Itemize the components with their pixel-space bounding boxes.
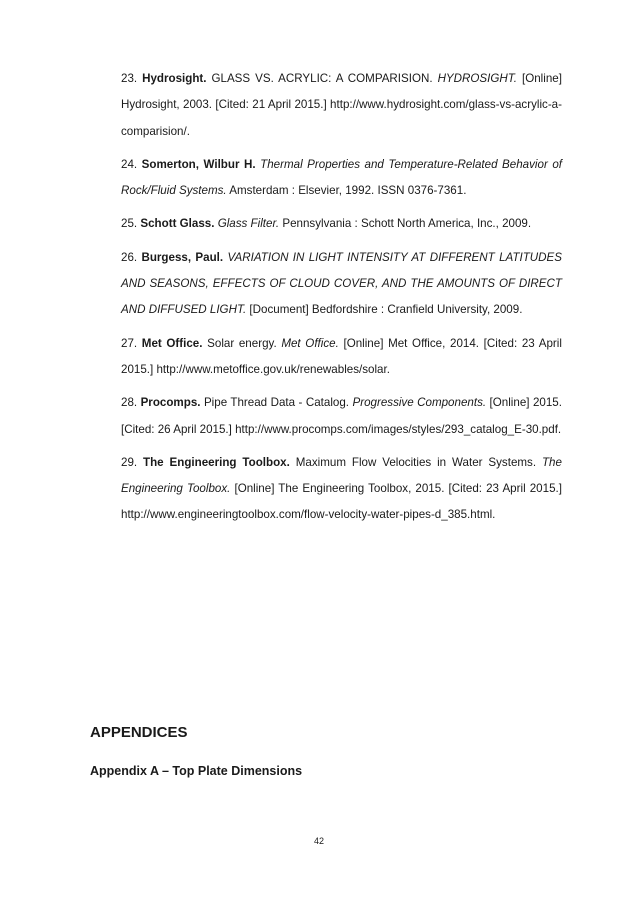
reference-author: Burgess, Paul. bbox=[141, 250, 224, 264]
page-number: 42 bbox=[313, 836, 324, 846]
reference-source: VARIATION IN LIGHT INTENSITY AT DIFFERENT LATITUDES AND SEASONS, EFFECTS OF CLOUD COVER, AND THE AMOUNTS OF DIRECT AND DIFFUSED LIGHT. bbox=[121, 250, 562, 317]
reference-details: [Online] Met Office, 2014. [Cited: 23 April 2015.] http://www.metoffice.gov.uk/renewables/solar. bbox=[121, 336, 562, 376]
reference-number: 29. bbox=[121, 455, 138, 469]
reference-entry bbox=[121, 152, 562, 205]
reference-source: Glass Filter. bbox=[217, 217, 280, 231]
subsection-heading: Appendix A – Top Plate Dimensions bbox=[90, 764, 303, 778]
section-heading: APPENDICES bbox=[90, 724, 188, 741]
reference-details: [Online] 2015. [Cited: 26 April 2015.] http://www.procomps.com/images/styles/293_catalog_E-30.pdf. bbox=[121, 396, 562, 436]
reference-title: Pipe Thread Data - Catalog. bbox=[203, 396, 350, 410]
reference-author: The Engineering Toolbox. bbox=[143, 455, 290, 469]
reference-author: Schott Glass. bbox=[140, 217, 215, 231]
reference-author: Hydrosight. bbox=[142, 72, 207, 85]
reference-number: 26. bbox=[121, 250, 138, 264]
reference-title: GLASS VS. ACRYLIC: A COMPARISION. bbox=[211, 72, 433, 85]
reference-entry bbox=[121, 450, 562, 529]
reference-list bbox=[121, 66, 562, 536]
reference-source: Thermal Properties and Temperature-Related Behavior of Rock/Fluid Systems. bbox=[121, 157, 562, 198]
reference-source: Progressive Components. bbox=[352, 396, 487, 410]
reference-number: 28. bbox=[121, 396, 138, 410]
reference-number: 24. bbox=[121, 157, 138, 171]
reference-details: [Document] Bedfordshire : Cranfield University, 2009. bbox=[249, 303, 523, 317]
reference-entry bbox=[121, 390, 562, 443]
reference-source: Met Office. bbox=[281, 336, 339, 350]
reference-number: 27. bbox=[121, 336, 138, 350]
reference-entry bbox=[121, 331, 562, 384]
reference-details: [Online] The Engineering Toolbox, 2015. [Cited: 23 April 2015.] http://www.engineeringtoolbox.com/flow-velocity-water-pipes-d_385.html. bbox=[121, 482, 562, 522]
reference-author: Met Office. bbox=[141, 336, 203, 350]
reference-author: Somerton, Wilbur H. bbox=[141, 157, 256, 171]
reference-details: Pennsylvania : Schott North America, Inc., 2009. bbox=[282, 217, 532, 231]
reference-number: 25. bbox=[121, 217, 138, 231]
reference-details: Amsterdam : Elsevier, 1992. ISSN 0376-7361. bbox=[229, 184, 467, 198]
reference-title: Solar energy. bbox=[207, 336, 277, 350]
reference-entry bbox=[121, 245, 562, 324]
reference-entry bbox=[121, 211, 562, 237]
reference-details: [Online] Hydrosight, 2003. [Cited: 21 April 2015.] http://www.hydrosight.com/glass-vs-acrylic-a-comparision/. bbox=[121, 72, 562, 138]
reference-author: Procomps. bbox=[140, 396, 201, 410]
reference-number: 23. bbox=[121, 72, 138, 85]
reference-source: The Engineering Toolbox. bbox=[121, 455, 562, 496]
reference-title: Maximum Flow Velocities in Water Systems. bbox=[295, 455, 537, 469]
reference-entry bbox=[121, 66, 562, 145]
reference-source: HYDROSIGHT. bbox=[437, 72, 518, 85]
